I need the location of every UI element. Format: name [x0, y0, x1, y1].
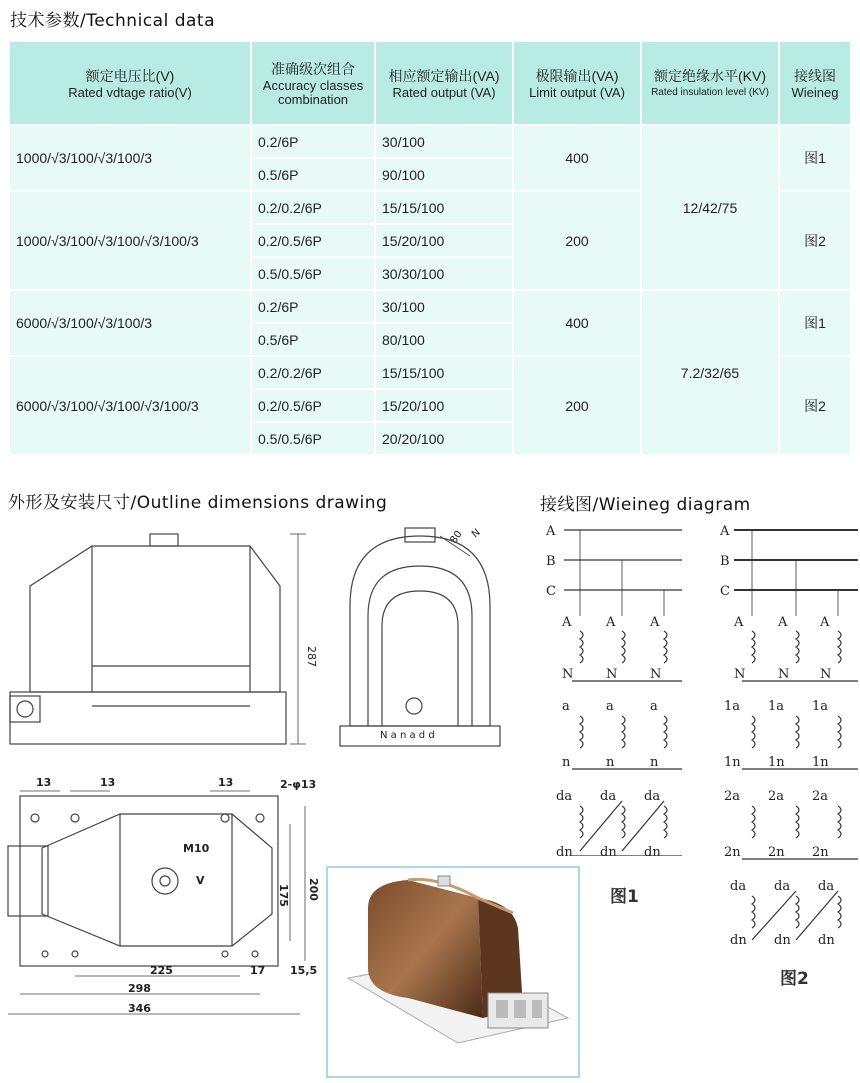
svg-text:N: N: [650, 667, 662, 682]
dim-175: 175: [277, 884, 290, 907]
phase-a-label: A: [546, 524, 556, 539]
header-ratio: 额定电压比(V) Rated vdtage ratio(V): [10, 42, 250, 124]
diagram-cell: 图1: [780, 291, 850, 355]
dim-200: 200: [307, 878, 320, 901]
svg-text:a: a: [650, 699, 658, 714]
limit-cell: 400: [514, 126, 640, 190]
svg-text:2n: 2n: [724, 845, 741, 860]
svg-text:da: da: [600, 789, 617, 804]
svg-text:N: N: [606, 667, 618, 682]
phase-b-label: B: [546, 554, 556, 569]
limit-cell: 200: [514, 357, 640, 454]
svg-text:n: n: [650, 755, 659, 770]
ratio-cell: 6000/√3/100/√3/100/3: [10, 291, 250, 355]
wiring-diagram-fig2: [712, 516, 860, 946]
svg-text:2n: 2n: [768, 845, 785, 860]
svg-text:A: A: [606, 615, 616, 630]
svg-text:C: C: [720, 584, 730, 599]
header-limit-output: 极限输出(VA) Limit output (VA): [514, 42, 640, 124]
svg-text:2a: 2a: [724, 789, 741, 804]
table-row: [10, 126, 850, 157]
svg-text:N: N: [562, 667, 574, 682]
mark-n: N: [469, 527, 483, 541]
front-view-drawing: [0, 516, 330, 756]
svg-text:1n: 1n: [724, 755, 741, 770]
dim-height: 287: [305, 646, 318, 667]
transformer-render: [328, 868, 578, 1076]
svg-text:n: n: [562, 755, 571, 770]
svg-text:n: n: [606, 755, 615, 770]
svg-text:dn: dn: [556, 845, 573, 856]
output-cell: 15/20/100: [376, 225, 512, 256]
diagram-cell: 图1: [780, 126, 850, 190]
section-title-technical-data: 技术参数/Technical data: [10, 11, 215, 31]
output-cell: 15/20/100: [376, 390, 512, 421]
side-view-drawing: [330, 516, 510, 756]
accuracy-cell: 0.2/6P: [252, 291, 374, 322]
svg-text:dn: dn: [774, 933, 791, 946]
accuracy-cell: 0.2/0.2/6P: [252, 357, 374, 388]
product-image: [326, 866, 580, 1078]
wiring-diagram-fig1: [542, 516, 692, 856]
output-cell: 80/100: [376, 324, 512, 355]
svg-text:dn: dn: [600, 845, 617, 856]
output-cell: 15/15/100: [376, 192, 512, 223]
insulation-cell: 12/42/75: [642, 126, 778, 289]
header-insulation: 额定绝缘水平(KV) Rated insulation level (KV): [642, 42, 778, 124]
dim-17: 17: [250, 964, 266, 977]
dim-m10: M10: [183, 842, 210, 855]
dim-15-5: 15,5: [290, 964, 318, 977]
svg-text:A: A: [720, 524, 730, 539]
insulation-cell: 7.2/32/65: [642, 291, 778, 454]
svg-text:2a: 2a: [768, 789, 785, 804]
top-view-drawing: [0, 766, 330, 1036]
svg-text:da: da: [730, 879, 747, 894]
svg-text:2a: 2a: [812, 789, 829, 804]
dim-80: 80: [448, 528, 465, 546]
phase-c-label: C: [546, 584, 556, 599]
dim-13-c: 13: [218, 776, 234, 789]
output-cell: 90/100: [376, 159, 512, 190]
svg-text:A: A: [650, 615, 660, 630]
svg-text:N: N: [734, 667, 746, 682]
output-cell: 30/30/100: [376, 258, 512, 289]
svg-text:a: a: [606, 699, 614, 714]
diagram-cell: 图2: [780, 357, 850, 454]
svg-text:N: N: [820, 667, 832, 682]
figure-caption-1: 图1: [610, 887, 639, 907]
svg-text:1a: 1a: [768, 699, 785, 714]
svg-text:dn: dn: [644, 845, 661, 856]
svg-text:A: A: [734, 615, 744, 630]
dim-225: 225: [150, 964, 173, 977]
ratio-cell: 1000/√3/100/√3/100/√3/100/3: [10, 192, 250, 289]
terminal-labels: N a n a d d: [380, 730, 435, 741]
header-wiring: 接线图 Wieineg: [780, 42, 850, 124]
output-cell: 30/100: [376, 126, 512, 157]
svg-text:A: A: [562, 615, 572, 630]
header-accuracy: 准确级次组合 Accuracy classes combination: [252, 42, 374, 124]
output-cell: 30/100: [376, 291, 512, 322]
svg-text:2n: 2n: [812, 845, 829, 860]
svg-text:A: A: [820, 615, 830, 630]
ratio-cell: 1000/√3/100/√3/100/3: [10, 126, 250, 190]
header-rated-output: 相应额定输出(VA) Rated output (VA): [376, 42, 512, 124]
svg-text:dn: dn: [818, 933, 835, 946]
svg-text:dn: dn: [730, 933, 747, 946]
svg-text:1n: 1n: [768, 755, 785, 770]
accuracy-cell: 0.5/0.5/6P: [252, 258, 374, 289]
accuracy-cell: 0.5/6P: [252, 159, 374, 190]
table-header-row: [10, 42, 850, 124]
accuracy-cell: 0.5/6P: [252, 324, 374, 355]
svg-text:da: da: [818, 879, 835, 894]
technical-data-table: [8, 40, 852, 456]
output-cell: 15/15/100: [376, 357, 512, 388]
section-title-wiring: 接线图/Wieineg diagram: [540, 495, 751, 515]
svg-text:B: B: [720, 554, 730, 569]
svg-text:N: N: [778, 667, 790, 682]
mark-v: V: [196, 874, 205, 887]
svg-text:1a: 1a: [812, 699, 829, 714]
accuracy-cell: 0.2/6P: [252, 126, 374, 157]
dim-346: 346: [128, 1002, 151, 1015]
limit-cell: 400: [514, 291, 640, 355]
svg-text:da: da: [644, 789, 661, 804]
ratio-cell: 6000/√3/100/√3/100/√3/100/3: [10, 357, 250, 454]
accuracy-cell: 0.2/0.5/6P: [252, 225, 374, 256]
output-cell: 20/20/100: [376, 423, 512, 454]
dim-13-b: 13: [100, 776, 116, 789]
figure-caption-2: 图2: [780, 969, 809, 989]
svg-text:A: A: [778, 615, 788, 630]
svg-text:da: da: [774, 879, 791, 894]
accuracy-cell: 0.5/0.5/6P: [252, 423, 374, 454]
dim-13-a: 13: [36, 776, 52, 789]
accuracy-cell: 0.2/0.2/6P: [252, 192, 374, 223]
limit-cell: 200: [514, 192, 640, 289]
accuracy-cell: 0.2/0.5/6P: [252, 390, 374, 421]
dim-holes: 2-φ13: [280, 778, 317, 791]
diagram-cell: 图2: [780, 192, 850, 289]
svg-text:a: a: [562, 699, 570, 714]
svg-text:1n: 1n: [812, 755, 829, 770]
svg-text:1a: 1a: [724, 699, 741, 714]
svg-text:da: da: [556, 789, 573, 804]
dim-298: 298: [128, 982, 151, 995]
table-row: [10, 291, 850, 322]
section-title-outline: 外形及安装尺寸/Outline dimensions drawing: [8, 493, 388, 513]
